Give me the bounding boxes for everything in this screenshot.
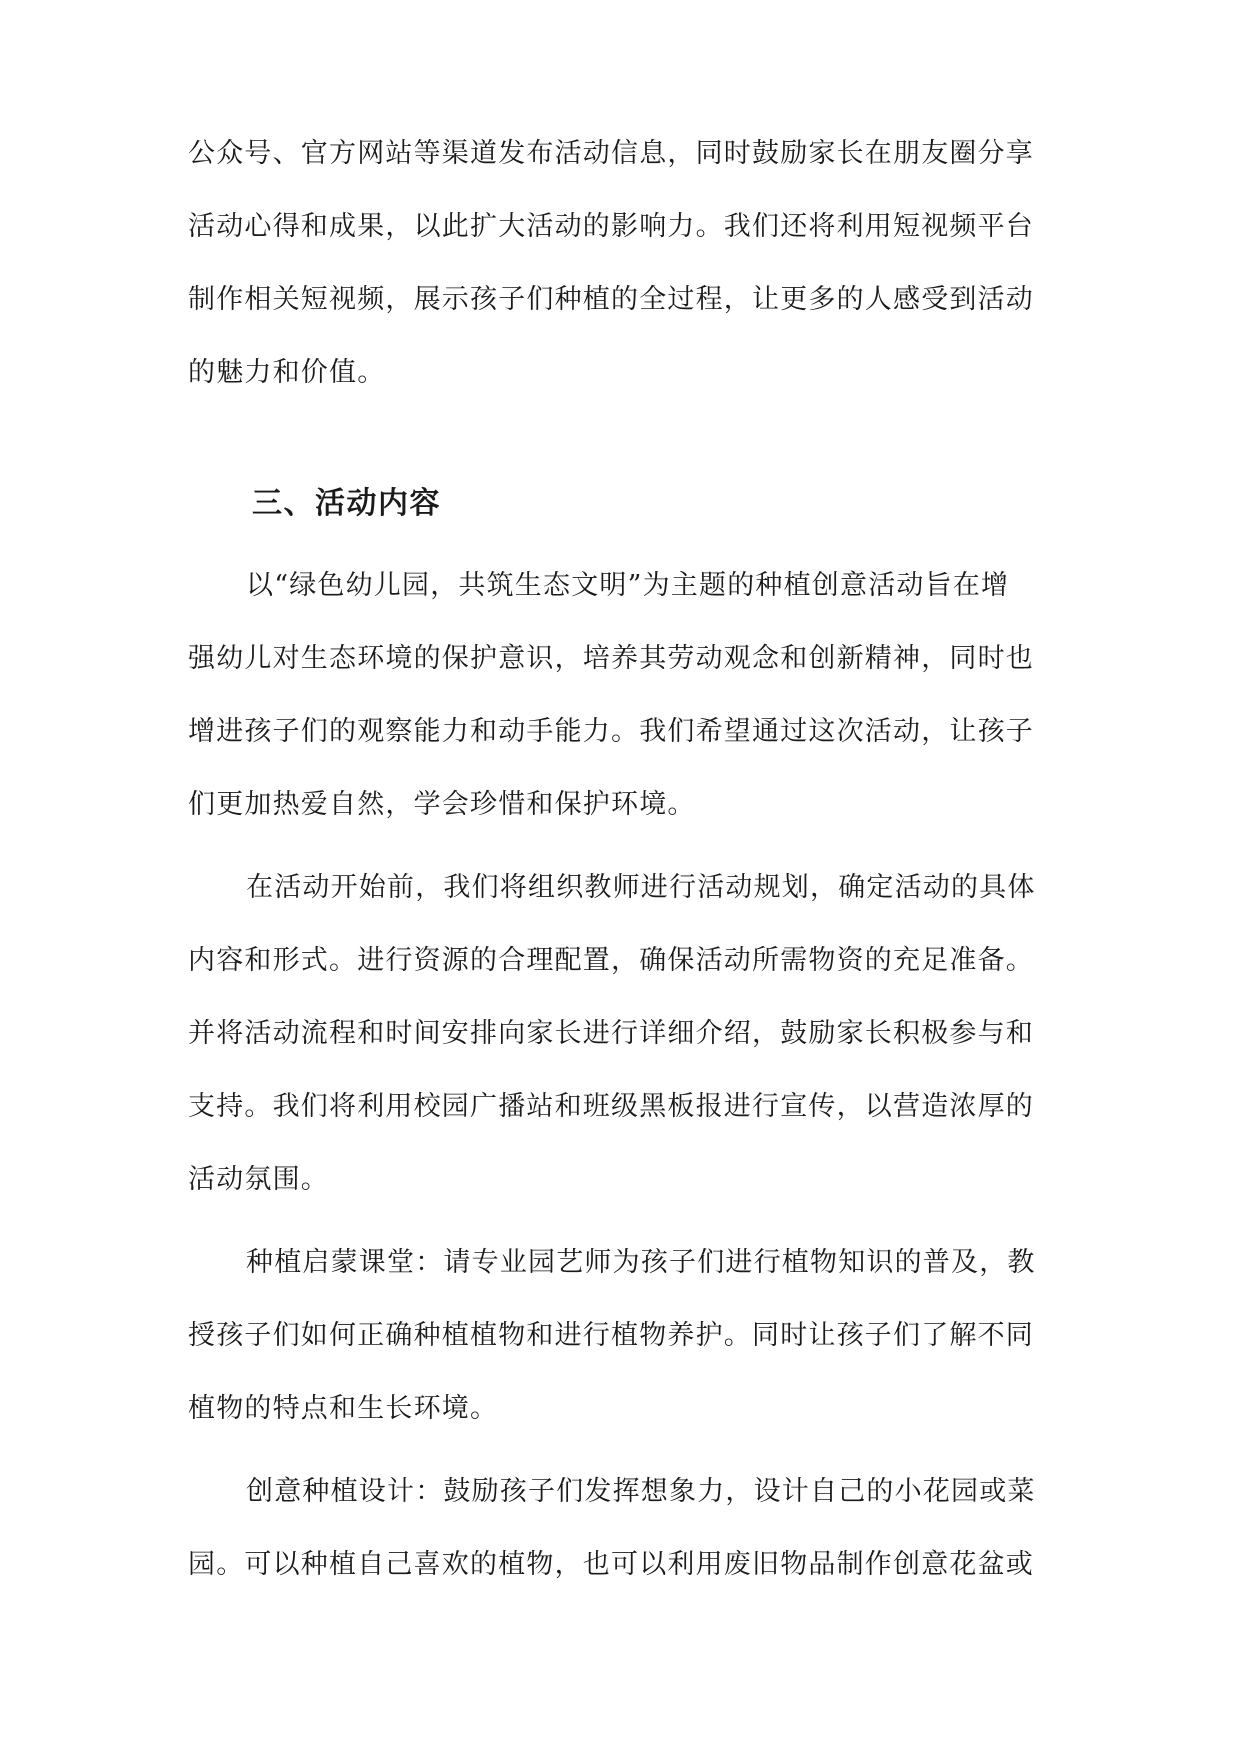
paragraph-line: 们更加热爱自然，学会珍惜和保护环境。	[188, 789, 696, 820]
paragraph-line: 并将活动流程和时间安排向家长进行详细介绍，鼓励家长积极参与和	[188, 1018, 1034, 1049]
paragraph-line: 活动心得和成果，以此扩大活动的影响力。我们还将利用短视频平台	[188, 211, 1034, 242]
paragraph-line: 创意种植设计：鼓励孩子们发挥想象力，设计自己的小花园或菜	[246, 1476, 1036, 1507]
paragraph-line: 活动氛围。	[188, 1164, 329, 1195]
paragraph-line: 强幼儿对生态环境的保护意识，培养其劳动观念和创新精神，同时也	[188, 643, 1034, 674]
paragraph-line: 支持。我们将利用校园广播站和班级黑板报进行宣传，以营造浓厚的	[188, 1091, 1034, 1122]
paragraph-line: 制作相关短视频，展示孩子们种植的全过程，让更多的人感受到活动	[188, 284, 1034, 315]
paragraph-line: 增进孩子们的观察能力和动手能力。我们希望通过这次活动，让孩子	[188, 716, 1034, 747]
paragraph-line: 公众号、官方网站等渠道发布活动信息，同时鼓励家长在朋友圈分享	[188, 138, 1034, 169]
section-heading: 三、活动内容	[252, 486, 441, 521]
paragraph-line: 在活动开始前，我们将组织教师进行活动规划，确定活动的具体	[246, 872, 1036, 903]
paragraph-line: 内容和形式。进行资源的合理配置，确保活动所需物资的充足准备。	[188, 945, 1034, 976]
paragraph-line: 植物的特点和生长环境。	[188, 1393, 499, 1424]
paragraph-line: 以“绿色幼儿园，共筑生态文明”为主题的种植创意活动旨在增	[246, 570, 1010, 601]
paragraph-line: 授孩子们如何正确种植植物和进行植物养护。同时让孩子们了解不同	[188, 1320, 1034, 1351]
paragraph-line: 的魅力和价值。	[188, 357, 386, 388]
paragraph-line: 园。可以种植自己喜欢的植物，也可以利用废旧物品制作创意花盆或	[188, 1549, 1034, 1580]
paragraph-line: 种植启蒙课堂：请专业园艺师为孩子们进行植物知识的普及，教	[246, 1247, 1036, 1278]
